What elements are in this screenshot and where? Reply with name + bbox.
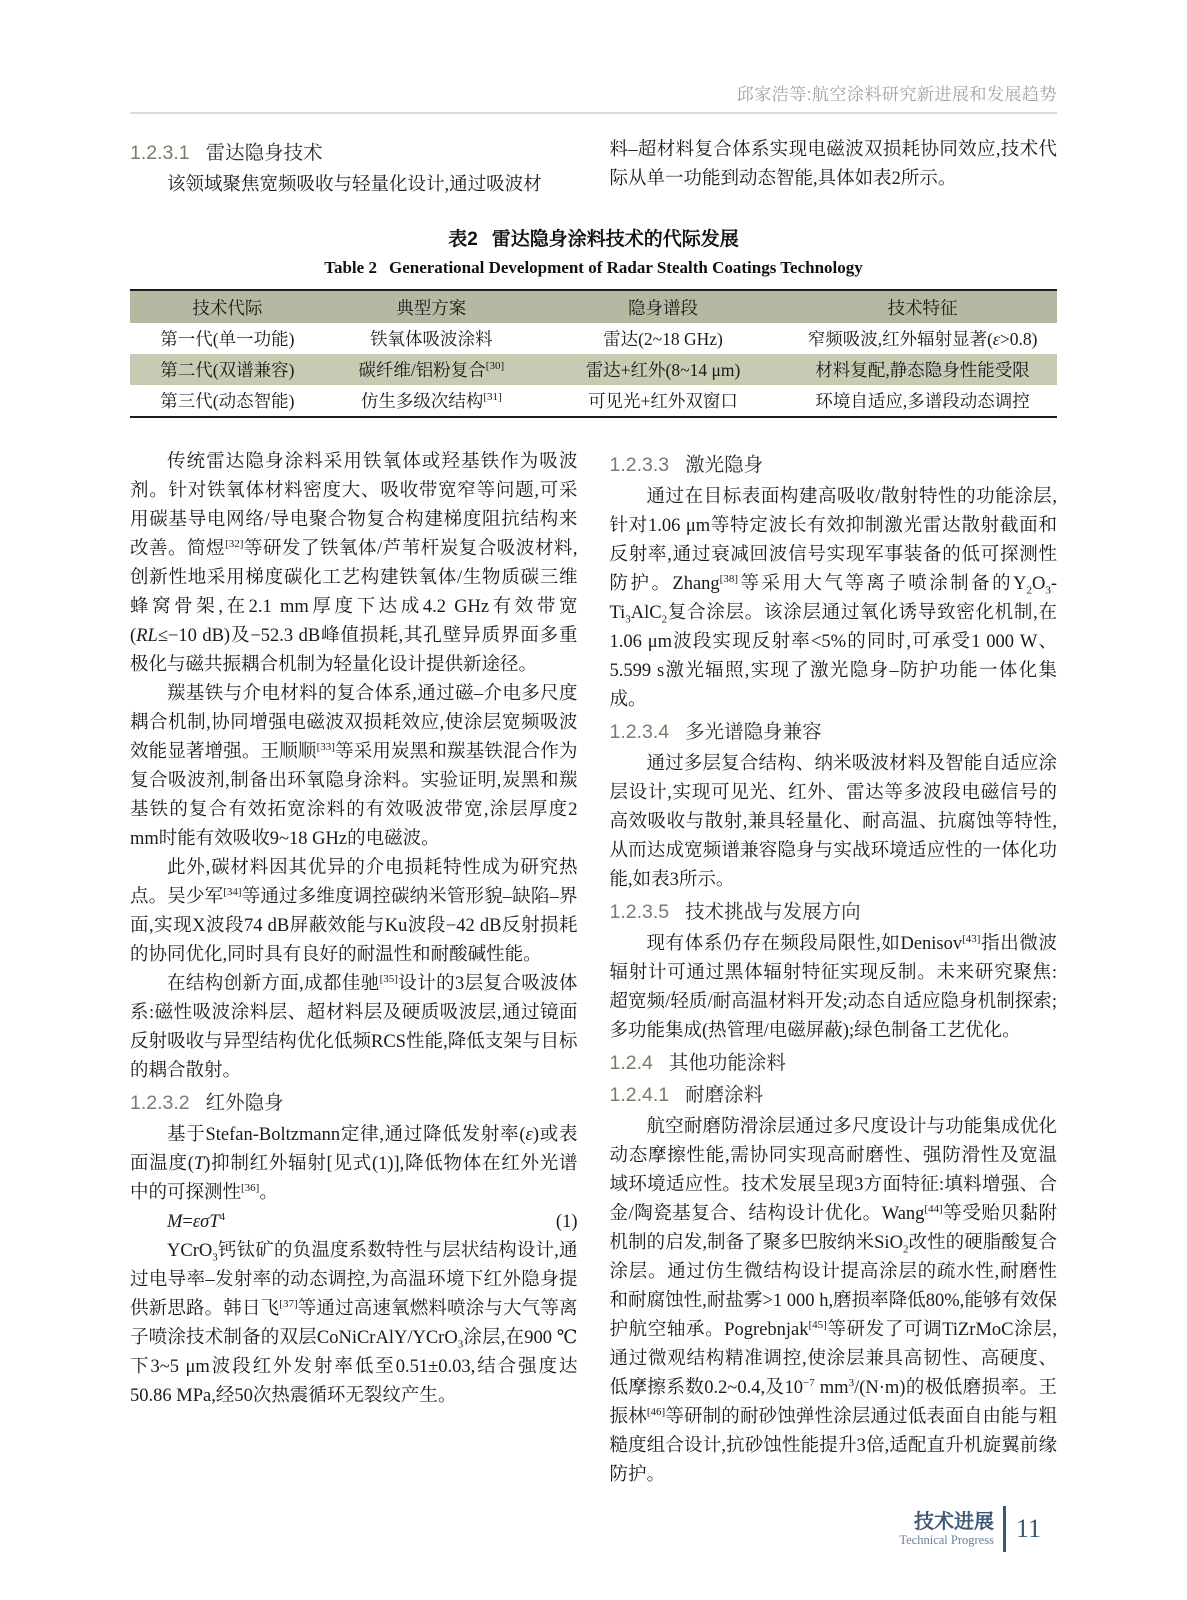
section-title: 激光隐身 xyxy=(685,454,764,476)
reference-superscript: [30] xyxy=(485,360,505,373)
table-2-caption-zh: 雷达隐身涂料技术的代际发展 xyxy=(491,229,739,250)
table-2-cell: 铁氧体吸波涂料 xyxy=(370,329,493,349)
reference-superscript: 3 xyxy=(848,1376,855,1389)
section-number: 1.2.4.1 xyxy=(609,1084,670,1106)
table-2-column-header: 典型方案 xyxy=(325,290,538,323)
section-number: 1.2.4 xyxy=(609,1052,653,1074)
italic-symbol: RL xyxy=(136,626,158,646)
table-2-cell: 雷达+红外(8~14 μm) xyxy=(538,354,788,385)
body-columns xyxy=(130,448,1057,1490)
table-2-column-header: 隐身谱段 xyxy=(538,290,788,323)
table-2-cell: 仿生多级次结构[31] xyxy=(360,391,502,411)
table-2-row xyxy=(130,323,1057,354)
reference-superscript: [37] xyxy=(279,1297,298,1310)
table-2-cell: 碳纤维/铝粉复合[30] xyxy=(325,354,538,385)
intro-columns xyxy=(130,136,1057,200)
footer-label-en: Technical Progress xyxy=(899,1532,994,1547)
italic-symbol: T xyxy=(193,1154,205,1174)
body-paragraph: 航空耐磨防滑涂层通过多尺度设计与功能集成优化动态摩擦性能,需协同实现高耐磨性、强防滑性及宽温域环境适应性。技术发展呈现3方面特征:填料增强、合金/陶瓷基复合、结构设计优化。Wang[44]等受贻贝黏附机制的启发,制备了聚多巴胺纳米SiO$_2$改性的硬脂酸复合涂层。通过仿生微结构设计提高涂层的疏水性,耐磨性和耐腐蚀性,耐盐雾>1 000 h,磨损率降低80%,能够有效保护航空轴承。Pogrebnjak[45]等研发了可调TiZrMoC涂层,通过微观结构精准调控,使涂层兼具高韧性、高硬度、低摩擦系数0.2~0.4,及$10^{-7}$ $mm^3/(N\cdot m)$的极低磨损率。王振林[46]等研制的耐砂蚀弹性涂层通过低表面自由能与粗糙度组合设计,抗砂蚀性能提升3倍,适配直升机旋翼前缘防护。 xyxy=(609,1117,1058,1485)
body-paragraph: 在结构创新方面,成都佳驰[35]设计的3层复合吸波体系:磁性吸波涂料层、超材料层及硬质吸波层,通过镜面反射吸收与异型结构优化低频RCS性能,降低支架与目标的耦合散射。 xyxy=(130,972,578,1081)
body-right-column xyxy=(610,448,1058,1490)
section-title: 技术挑战与发展方向 xyxy=(685,901,861,923)
header-rule xyxy=(130,112,1057,114)
reference-superscript: [38] xyxy=(719,572,738,585)
running-head-text: 邱家浩等:航空涂料研究新进展和发展趋势 xyxy=(736,85,1057,104)
body-paragraph: 现有体系仍存在频段局限性,如Denisov[43]指出微波辐射计可通过黑体辐射特征实现反制。未来研究聚焦:超宽频/轻质/耐高温材料开发;动态自适应隐身机制探索;多功能集成(热管理/电磁屏蔽);绿色制备工艺优化。 xyxy=(609,932,1057,1041)
table-2-column-header: 技术特征 xyxy=(788,290,1057,323)
table-2-column-header: 技术代际 xyxy=(130,290,325,323)
table-2-cell: 第三代(动态智能) xyxy=(160,391,295,411)
reference-superscript: [33] xyxy=(316,740,335,753)
italic-symbol: M xyxy=(167,1212,183,1232)
chemical-subscript: 3 xyxy=(625,613,631,626)
table-2-label-en: Table 2 xyxy=(324,258,377,277)
chemical-subscript: 2 xyxy=(1026,584,1032,597)
section-title: 耐磨涂料 xyxy=(685,1084,764,1106)
footer-section-label xyxy=(899,1511,994,1548)
table-2-cell: 材料复配,静态隐身性能受限 xyxy=(788,354,1057,385)
section-number: 1.2.3.3 xyxy=(609,454,670,476)
section-number: 1.2.3.2 xyxy=(130,1092,190,1114)
body-paragraph: 羰基铁与介电材料的复合体系,通过磁–介电多尺度耦合机制,协同增强电磁波双损耗效应,使涂层宽频吸波效能显著增强。王顺顺[33]等采用炭黑和羰基铁混合作为复合吸波剂,制备出环氧隐身涂料。实验证明,炭黑和羰基铁的复合有效拓宽涂料的有效吸波带宽,涂层厚度2 mm时能有效吸收9~18 GHz的电磁波。 xyxy=(130,684,578,849)
table-2-cell: 环境自适应,多谱段动态调控 xyxy=(815,391,1030,411)
intro-paragraph-left: 该领域聚焦宽频吸收与轻量化设计,通过吸波材 xyxy=(167,175,542,195)
running-head xyxy=(130,0,1057,105)
section-title: 红外隐身 xyxy=(205,1092,284,1114)
table-2-label-zh: 表2 xyxy=(448,229,478,250)
body-paragraph: 通过多层复合结构、纳米吸波材料及智能自适应涂层设计,实现可见光、红外、雷达等多波段电磁信号的高效吸收与散射,兼具轻量化、耐高温、抗腐蚀等特性,从而达成宽频谱兼容隐身与实战环境适应性的一体化功能,如表3所示。 xyxy=(609,754,1057,890)
body-left-column xyxy=(130,448,578,1490)
body-paragraph: 基于Stefan-Boltzmann定律,通过降低发射率(ε)或表面温度(T)抑制红外辐射[见式(1)],降低物体在红外光谱中的可探测性[36]。 xyxy=(130,1125,578,1203)
section-number: 1.2.3.5 xyxy=(609,901,670,923)
intro-right-column xyxy=(610,136,1058,200)
italic-symbol: ε xyxy=(525,1125,533,1145)
section-heading-1-2-4 xyxy=(610,1049,1058,1078)
equation-body: M=εσT$^4$ xyxy=(167,1210,226,1232)
reference-superscript: [45] xyxy=(808,1318,827,1331)
italic-symbol: ε xyxy=(992,329,1000,349)
table-2-cell: 第一代(单一功能) xyxy=(160,329,295,349)
section-heading-1-2-4-1 xyxy=(610,1081,1058,1110)
table-2-row xyxy=(130,354,1057,385)
reference-superscript: −7 xyxy=(803,1376,815,1389)
reference-superscript: [36] xyxy=(241,1181,260,1194)
table-2-title-zh xyxy=(130,224,1057,251)
equation-number: (1) xyxy=(555,1212,578,1232)
section-heading-1-2-3-1 xyxy=(130,139,578,168)
table-2-title-en xyxy=(130,258,1057,278)
section-heading-1-2-3-2 xyxy=(130,1089,578,1118)
table-2-cell: 雷达(2~18 GHz) xyxy=(603,329,723,349)
intro-left-column xyxy=(130,136,578,200)
reference-superscript: 4 xyxy=(219,1210,226,1223)
table-2 xyxy=(130,289,1057,418)
footer-label-zh: 技术进展 xyxy=(913,1510,994,1533)
table-2-cell: 窄频吸波,红外辐射显著(ε>0.8) xyxy=(807,329,1038,349)
chemical-subscript: 2 xyxy=(902,1243,909,1256)
table-2-caption-en: Generational Development of Radar Stealth Coatings Technology xyxy=(388,258,863,277)
section-title: 其他功能涂料 xyxy=(668,1052,786,1074)
equation-1 xyxy=(130,1208,578,1237)
intro-paragraph-right: 料–超材料复合体系实现电磁波双损耗协同效应,技术代际从单一功能到动态智能,具体如表2所示。 xyxy=(609,140,1057,189)
reference-superscript: [43] xyxy=(962,932,981,945)
section-number: 1.2.3.4 xyxy=(609,721,670,743)
italic-symbol: εσT xyxy=(192,1212,220,1232)
table-2-cell: 可见光+红外双窗口 xyxy=(588,391,738,411)
footer-divider-bar xyxy=(1003,1506,1006,1552)
chemical-subscript: 3 xyxy=(457,1338,464,1351)
reference-superscript: [34] xyxy=(223,885,242,898)
body-paragraph: YCrO$_3$钙钛矿的负温度系数特性与层状结构设计,通过电导率–发射率的动态调控,为高温环境下红外隐身提供新思路。韩日飞[37]等通过高速氧燃料喷涂与大气等离子喷涂技术制备的双层CoNiCrAlY/YCrO$_3$涂层,在900 ℃下3~5 μm波段红外发射率低至0.51±0.03,结合强度达50.86 MPa,经50次热震循环无裂纹产生。 xyxy=(130,1241,578,1406)
section-title: 多光谱隐身兼容 xyxy=(685,721,822,743)
table-2-block xyxy=(130,224,1057,418)
page-footer xyxy=(899,1506,1041,1552)
reference-superscript: [32] xyxy=(225,537,244,550)
body-paragraph: 通过在目标表面构建高吸收/散射特性的功能涂层,针对1.06 μm等特定波长有效抑制激光雷达散射截面和反射率,通过衰减回波信号实现军事装备的低可探测性防护。Zhang[38]等采用大气等离子喷涂制备的$Y_2O_3-Ti_3AlC_2$复合涂层。该涂层通过氧化诱导致密化机制,在1.06 μm波段实现反射率<5%的同时,可承受1 000 W、5.599 s激光辐照,实现了激光隐身–防护功能一体化集成。 xyxy=(609,487,1057,710)
table-2-row xyxy=(130,385,1057,417)
reference-superscript: [46] xyxy=(646,1405,666,1418)
section-heading-1-2-3-4 xyxy=(610,718,1058,747)
reference-superscript: [44] xyxy=(924,1202,943,1215)
reference-superscript: [35] xyxy=(379,972,398,985)
chemical-subscript: 3 xyxy=(1045,584,1051,597)
section-heading-1-2-3-3 xyxy=(610,451,1058,480)
reference-superscript: [31] xyxy=(483,391,502,404)
page-number: 11 xyxy=(1015,1514,1041,1543)
section-number: 1.2.3.1 xyxy=(130,142,190,164)
chemical-subscript: 3 xyxy=(212,1251,218,1264)
body-paragraph: 此外,碳材料因其优异的介电损耗特性成为研究热点。吴少军[34]等通过多维度调控碳纳米管形貌–缺陷–界面,实现X波段74 dB屏蔽效能与Ku波段−42 dB反射损耗的协同优化,同时具有良好的耐温性和耐酸碱性能。 xyxy=(130,858,578,965)
section-heading-1-2-3-5 xyxy=(610,898,1058,927)
chemical-subscript: 2 xyxy=(661,613,668,626)
table-2-cell: 第二代(双谱兼容) xyxy=(130,354,325,385)
body-paragraph: 传统雷达隐身涂料采用铁氧体或羟基铁作为吸波剂。针对铁氧体材料密度大、吸收带宽窄等问题,可采用碳基导电网络/导电聚合物复合构建梯度阻抗结构来改善。简煜[32]等研发了铁氧体/芦苇杆炭复合吸波材料,创新性地采用梯度碳化工艺构建铁氧体/生物质碳三维蜂窝骨架,在2.1 mm厚度下达成4.2 GHz有效带宽(RL≤−10 dB)及−52.3 dB峰值损耗,其孔壁异质界面多重极化与磁共振耦合机制为轻量化设计提供新途径。 xyxy=(130,452,578,675)
section-title: 雷达隐身技术 xyxy=(205,142,323,164)
table-2-header-row xyxy=(130,290,1057,323)
